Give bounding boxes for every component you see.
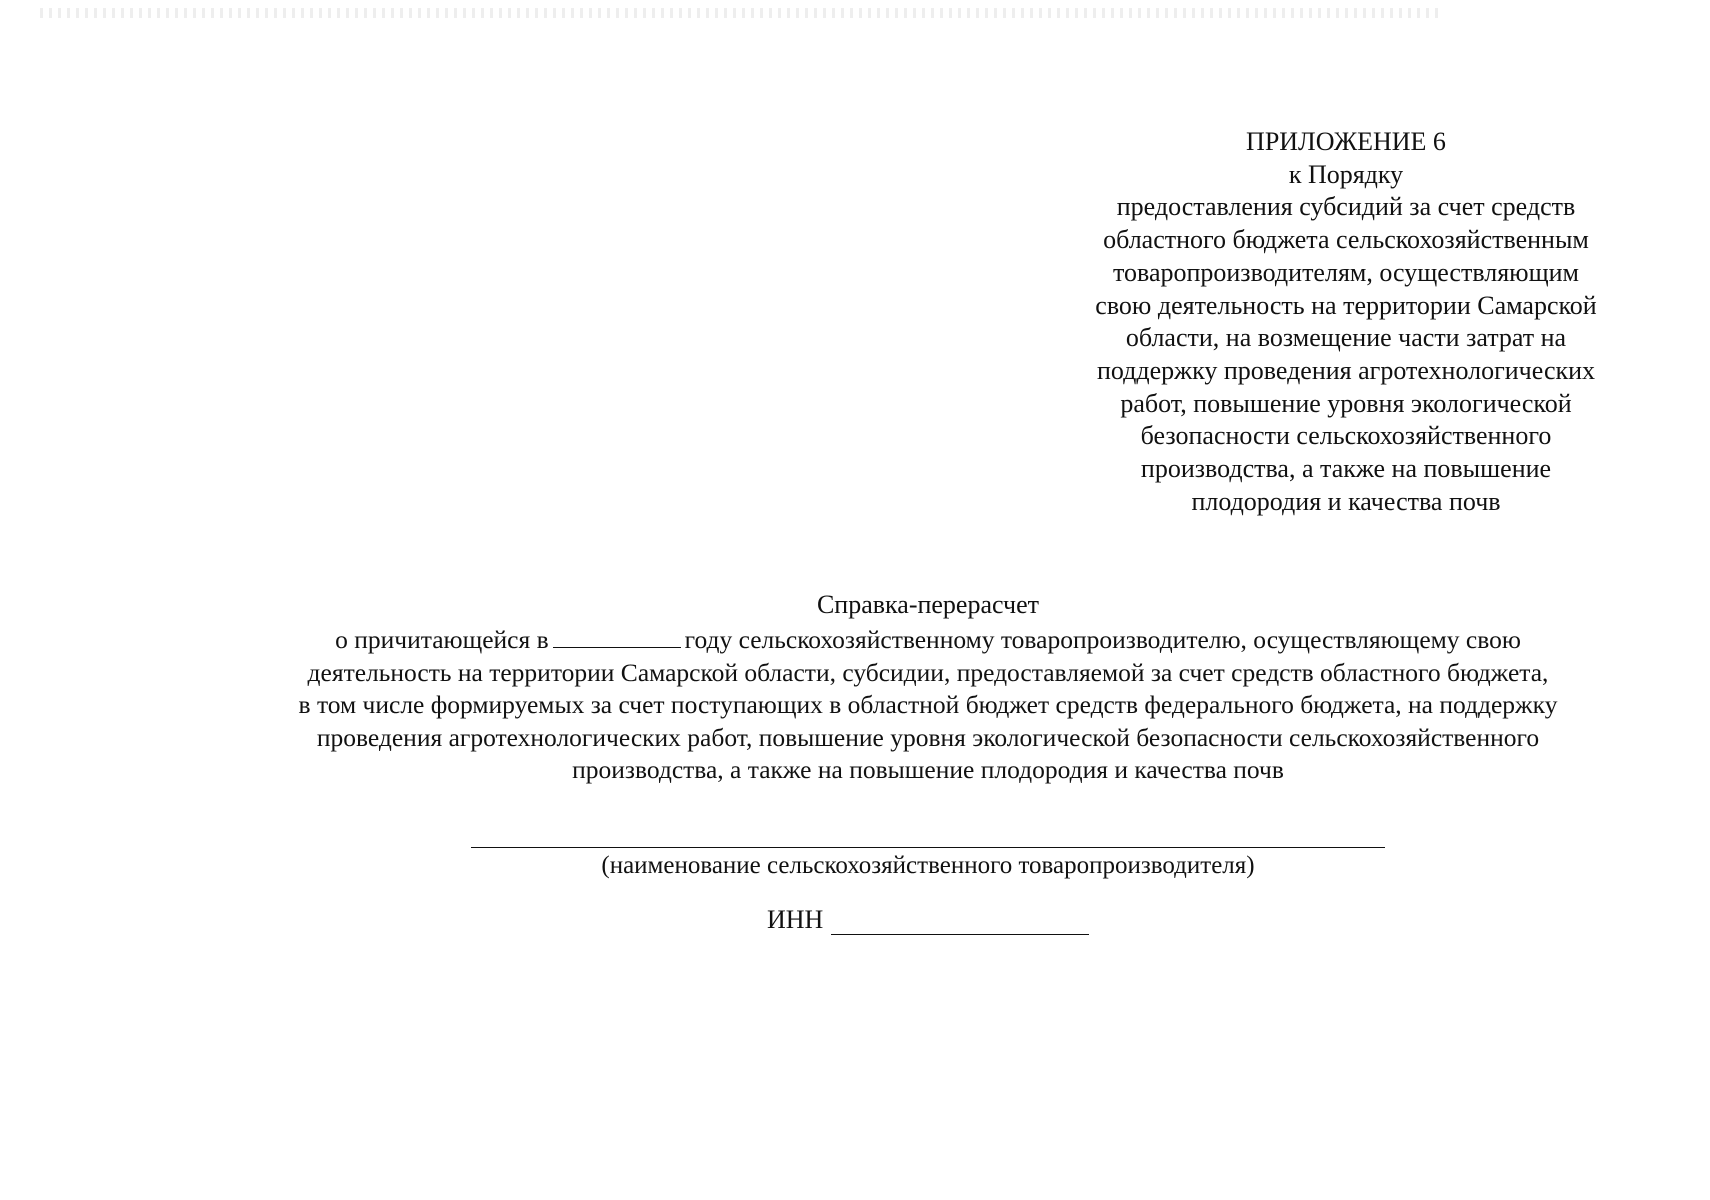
appendix-line: производства, а также на повышение — [1140, 454, 1552, 484]
inn-label: ИНН — [767, 905, 824, 934]
appendix-line: работ, повышение уровня экологической — [1120, 388, 1572, 418]
appendix-line: свою деятельность на территории Самарской — [1095, 290, 1597, 320]
producer-name-field[interactable] — [471, 847, 1385, 848]
year-blank-field[interactable] — [553, 627, 681, 648]
appendix-line: товаропроизводителям, осуществляющим — [1112, 257, 1579, 287]
body-line-end: году сельскохозяйственному товаропроизводителю, осуществляющему свою — [684, 625, 1521, 654]
document-body — [200, 624, 1656, 787]
appendix-line: безопасности сельскохозяйственного — [1140, 421, 1552, 451]
appendix-line: поддержку проведения агротехнологических — [1096, 355, 1596, 385]
appendix-line: ПРИЛОЖЕНИЕ 6 — [1246, 127, 1446, 156]
inn-row — [767, 905, 1089, 935]
producer-name-caption: (наименование сельскохозяйственного товаропроизводителя) — [601, 852, 1255, 879]
body-line: деятельность на территории Самарской области, субсидии, предоставляемой за счет средств областного бюджета, — [307, 657, 1549, 687]
appendix-line: к Порядку — [1288, 159, 1404, 189]
body-line: производства, а также на повышение плодородия и качества почв — [572, 755, 1284, 784]
body-line: проведения агротехнологических работ, повышение уровня экологической безопасности сельскохозяйственного — [316, 722, 1540, 752]
document-title: Справка-перерасчет — [816, 590, 1040, 619]
body-line — [200, 624, 1656, 657]
scan-noise — [40, 8, 1440, 18]
appendix-line: областного бюджета сельскохозяйственным — [1103, 225, 1589, 255]
appendix-line: области, на возмещение части затрат на — [1125, 323, 1567, 353]
appendix-line: предоставления субсидий за счет средств — [1116, 192, 1576, 222]
appendix-header — [1046, 126, 1646, 518]
inn-field[interactable] — [831, 910, 1089, 935]
body-line: в том числе формируемых за счет поступающих в областной бюджет средств федерального бюджета, на поддержку — [298, 690, 1558, 719]
appendix-line: плодородия и качества почв — [1191, 486, 1501, 516]
body-line-start: о причитающейся в — [335, 625, 549, 654]
